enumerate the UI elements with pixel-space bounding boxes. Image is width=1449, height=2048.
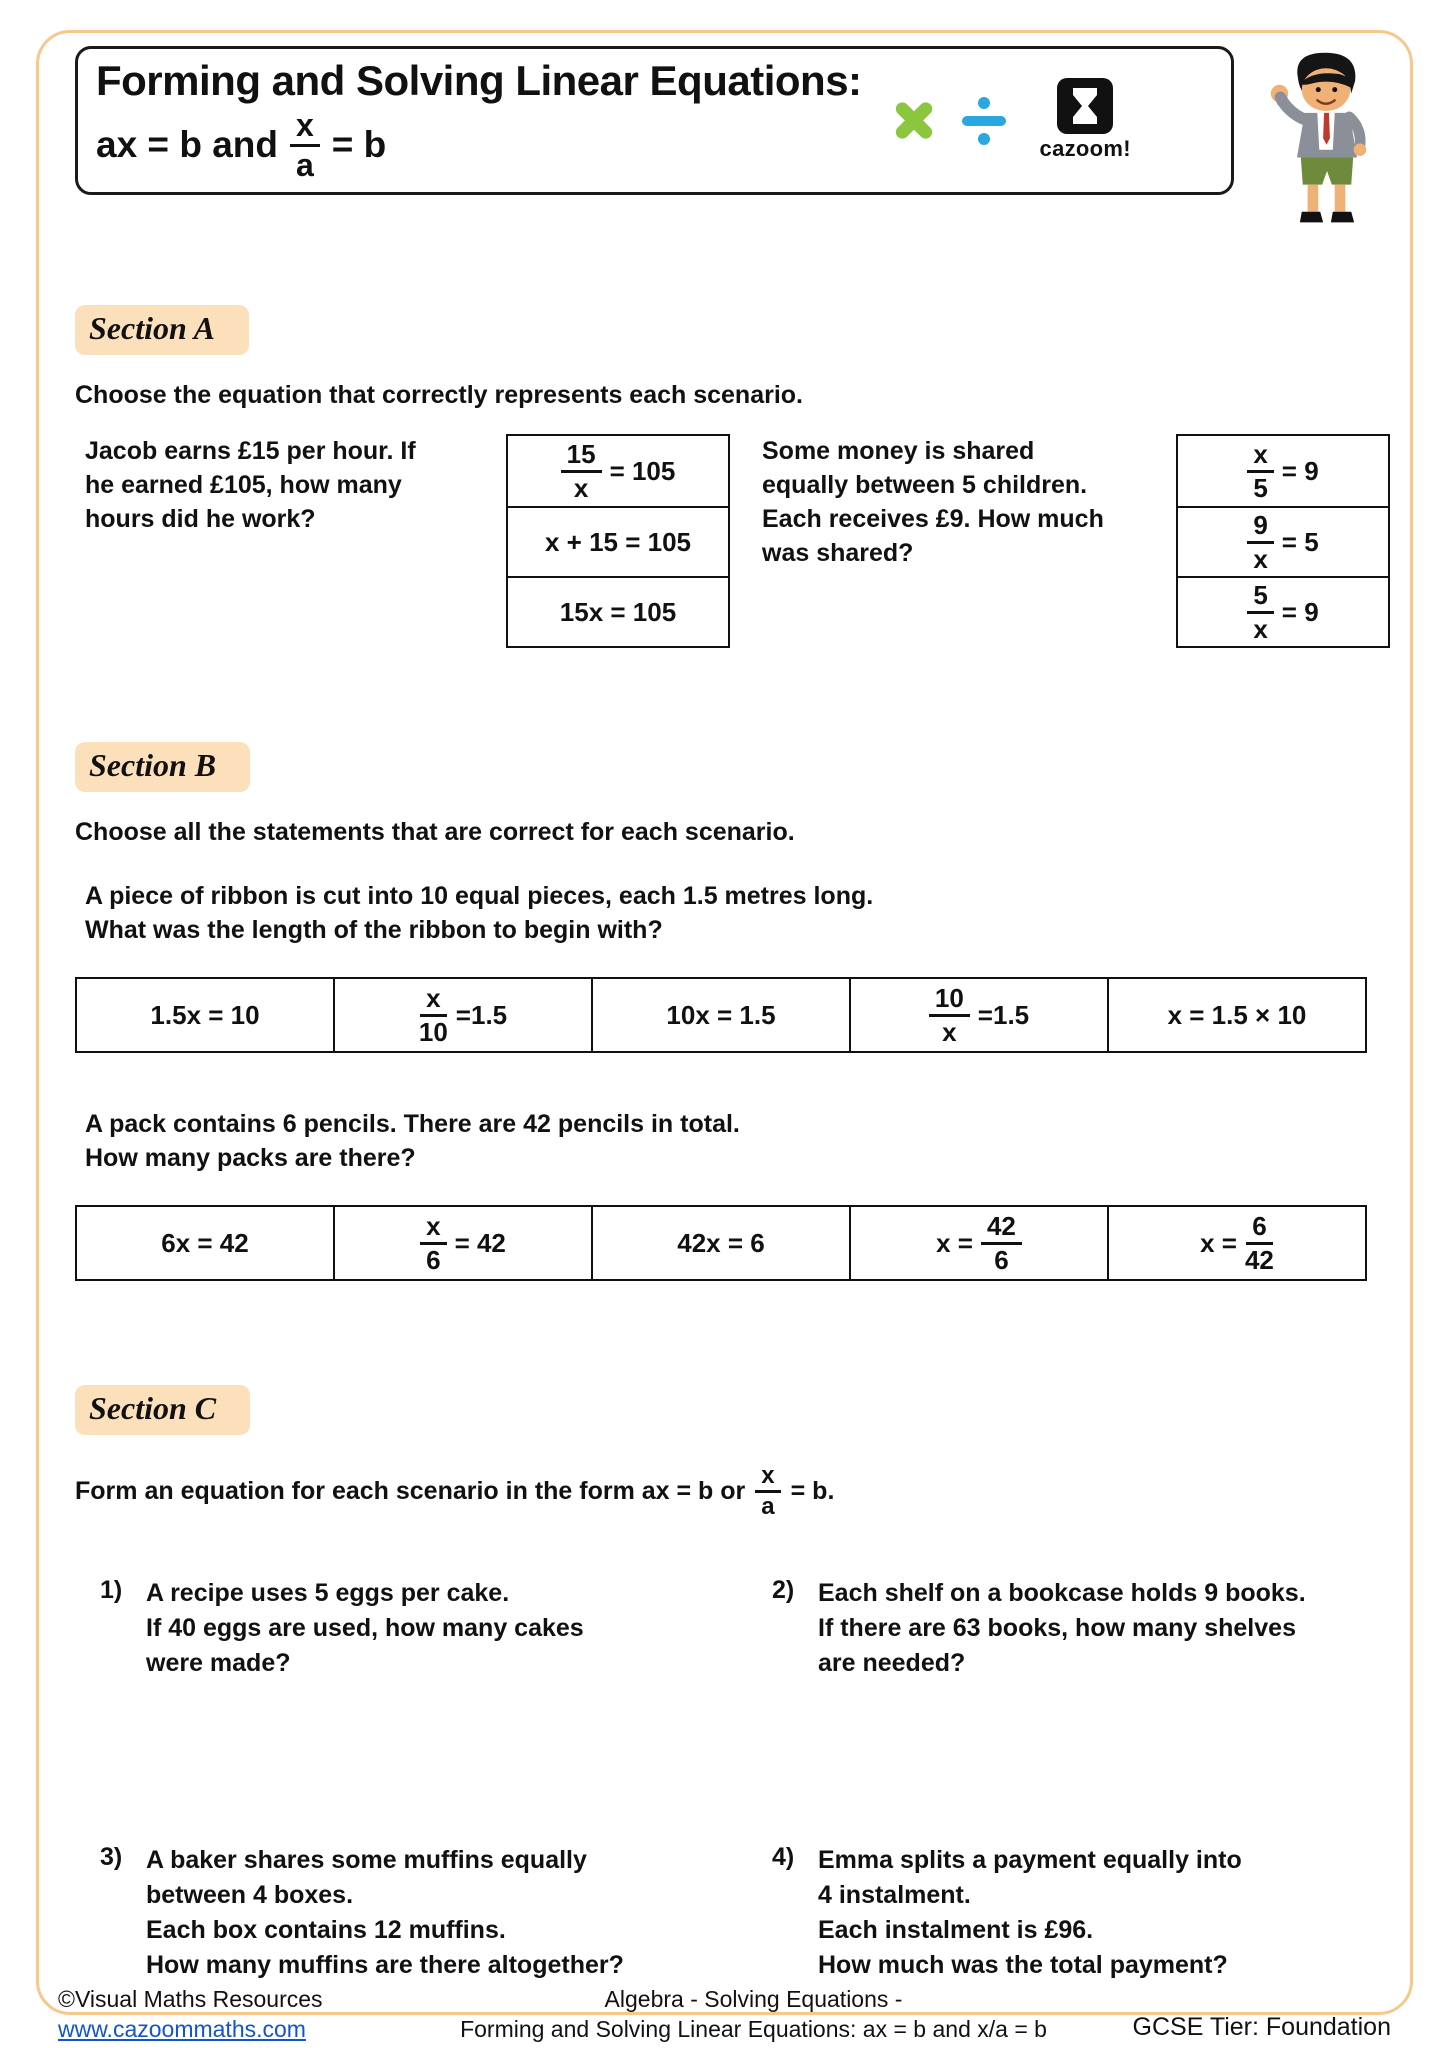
text-line: Each box contains 12 muffins.	[146, 1915, 506, 1944]
equation-text: 6x = 42	[161, 1227, 249, 1258]
footer	[58, 1984, 1391, 2044]
option-1.5x-equals-10[interactable]	[77, 979, 333, 1051]
problem-number: 2)	[772, 1575, 795, 1604]
option-6x-equals-42[interactable]	[77, 1207, 333, 1279]
problem-text	[818, 1576, 1306, 1681]
equation-rhs: = 105	[609, 455, 676, 486]
equation-lhs: x =	[1200, 1227, 1237, 1258]
fraction: $\frac{42}{6}$	[981, 1212, 1022, 1273]
text-line: between 4 boxes.	[146, 1880, 354, 1909]
text-line: Each shelf on a bookcase holds 9 books.	[818, 1578, 1306, 1607]
equation-text: 10x = 1.5	[666, 999, 776, 1030]
option-10x-equals-1.5[interactable]	[591, 979, 849, 1051]
problems-row-1	[75, 1576, 1390, 1681]
text-line: How many packs are there?	[85, 1144, 416, 1172]
footer-left	[58, 1984, 388, 2044]
jacob-options-table	[506, 434, 730, 648]
page-content	[75, 46, 1390, 1983]
scenario-jacob-text	[75, 434, 498, 536]
fraction-x-over-a: $\frac{x}{a}$	[755, 1463, 780, 1520]
text-line: Each receives £9. How much	[762, 505, 1104, 533]
equation-rhs: = 9	[1281, 596, 1319, 627]
equation-rhs: = 42	[454, 1227, 506, 1258]
fraction: $\frac{x}{10}$	[418, 983, 448, 1047]
fraction-numerator: x	[290, 108, 320, 147]
problem-1	[100, 1576, 772, 1681]
problem-text	[146, 1576, 584, 1681]
option-15-over-x-equals-105[interactable]	[508, 436, 728, 506]
instruction-prefix: Form an equation for each scenario in the form ax = b or	[75, 1476, 746, 1505]
equation-text: 42x = 6	[677, 1227, 765, 1258]
option-x-over-5-equals-9[interactable]	[1178, 436, 1388, 506]
equation-rhs: = 5	[1281, 526, 1319, 557]
text-line: Some money is shared	[762, 437, 1035, 465]
equation-text: x + 15 = 105	[544, 526, 692, 557]
equation-rhs: =1.5	[455, 999, 508, 1030]
text-line: was shared?	[762, 539, 914, 567]
problem-text	[146, 1843, 624, 1983]
option-42x-equals-6[interactable]	[591, 1207, 849, 1279]
footer-title-line: Forming and Solving Linear Equations: ax = b and x/a = b	[460, 2016, 1047, 2042]
option-x-equals-6-over-42[interactable]	[1107, 1207, 1365, 1279]
fraction: $\frac{15}{x}$	[561, 440, 602, 501]
fraction: $\frac{6}{42}$	[1244, 1211, 1274, 1275]
title-line-2	[96, 108, 862, 182]
option-15x-equals-105[interactable]	[508, 576, 728, 646]
text-line: Jacob earns £15 per hour. If	[85, 437, 416, 465]
text-line: Emma splits a payment equally into	[818, 1845, 1242, 1874]
header	[75, 46, 1390, 239]
boy-illustration	[1264, 48, 1390, 239]
text-line: were made?	[146, 1648, 291, 1677]
text-line: What was the length of the ribbon to begin with?	[85, 916, 663, 944]
fraction: $\frac{x}{5}$	[1247, 440, 1273, 501]
text-line: are needed?	[818, 1648, 966, 1677]
text-line: If 40 eggs are used, how many cakes	[146, 1613, 584, 1642]
money-options-table	[1176, 434, 1390, 648]
cazoom-logo-text: cazoom!	[1039, 136, 1131, 162]
fraction: $\frac{9}{x}$	[1247, 511, 1273, 572]
title-line-2-suffix: = b	[331, 124, 387, 166]
section-b-label	[75, 742, 250, 792]
ribbon-question	[75, 879, 1390, 947]
website-link[interactable]: www.cazoommaths.com	[58, 2016, 306, 2042]
ribbon-options-table	[75, 977, 1367, 1053]
equation-text: x = 1.5 × 10	[1167, 999, 1307, 1030]
footer-center	[388, 1984, 1119, 2044]
option-9-over-x-equals-5[interactable]	[1178, 506, 1388, 576]
text-line: A piece of ribbon is cut into 10 equal pieces, each 1.5 metres long.	[85, 882, 874, 910]
equation-text: 15x = 105	[559, 596, 677, 627]
text-line: A recipe uses 5 eggs per cake.	[146, 1578, 510, 1607]
page-title	[96, 57, 862, 182]
scenario-money-text	[752, 434, 1170, 570]
problem-3	[100, 1843, 772, 1983]
option-x-plus-15-equals-105[interactable]	[508, 506, 728, 576]
problem-text	[818, 1843, 1242, 1983]
copyright-text: ©Visual Maths Resources	[58, 1986, 323, 2012]
section-c-instruction	[75, 1463, 1390, 1520]
problem-2	[772, 1576, 1390, 1681]
footer-topic-line: Algebra - Solving Equations -	[604, 1986, 903, 2012]
multiply-icon	[886, 92, 942, 148]
operation-icons	[886, 92, 1012, 148]
section-b-label-text: Section B	[89, 747, 217, 783]
problems-row-2	[75, 1843, 1390, 1983]
title-box	[75, 46, 1234, 195]
cazoom-logo-icon	[1056, 77, 1114, 135]
text-line: If there are 63 books, how many shelves	[818, 1613, 1296, 1642]
section-b-instruction: Choose all the statements that are correct for each scenario.	[75, 818, 795, 846]
section-c-label-text: Section C	[89, 1390, 217, 1426]
fraction-denominator: a	[295, 146, 314, 183]
boy-cartoon-icon	[1264, 48, 1390, 234]
fraction: $\frac{10}{x}$	[929, 984, 970, 1045]
title-line-1: Forming and Solving Linear Equations:	[96, 57, 862, 104]
problem-4	[772, 1843, 1390, 1983]
option-x-over-6-equals-42[interactable]	[333, 1207, 591, 1279]
text-line: A baker shares some muffins equally	[146, 1845, 587, 1874]
text-line: he earned £105, how many	[85, 471, 402, 499]
divide-icon	[956, 92, 1012, 148]
website-line	[58, 2014, 388, 2044]
text-line: How much was the total payment?	[818, 1950, 1228, 1979]
equation-text: 1.5x = 10	[150, 999, 260, 1030]
section-a-scenarios	[75, 434, 1390, 648]
option-x-equals-42-over-6[interactable]	[849, 1207, 1107, 1279]
option-x-equals-1.5-times-10[interactable]	[1107, 979, 1365, 1051]
section-a-instruction: Choose the equation that correctly represents each scenario.	[75, 381, 804, 409]
text-line: A pack contains 6 pencils. There are 42 pencils in total.	[85, 1110, 740, 1138]
problem-number: 4)	[772, 1842, 795, 1871]
text-line: Each instalment is £96.	[818, 1915, 1094, 1944]
fraction-x-over-a	[290, 108, 320, 182]
section-c-label	[75, 1385, 250, 1435]
section-a-label	[75, 305, 249, 355]
problem-number: 1)	[100, 1575, 123, 1604]
problem-number: 3)	[100, 1842, 123, 1871]
pencils-question	[75, 1107, 1390, 1175]
option-x-over-10-equals-1.5[interactable]	[333, 979, 591, 1051]
title-line-2-prefix: ax = b and	[96, 124, 278, 166]
section-a-label-text: Section A	[89, 310, 215, 346]
option-10-over-x-equals-1.5[interactable]	[849, 979, 1107, 1051]
fraction: $\frac{x}{6}$	[420, 1212, 446, 1273]
text-line: equally between 5 children.	[762, 471, 1088, 499]
instruction-suffix: = b.	[790, 1476, 835, 1505]
option-5-over-x-equals-9[interactable]	[1178, 576, 1388, 646]
text-line: 4 instalment.	[818, 1880, 971, 1909]
equation-lhs: x =	[936, 1227, 973, 1258]
equation-rhs: =1.5	[977, 999, 1030, 1030]
text-line: How many muffins are there altogether?	[146, 1950, 624, 1979]
cazoom-logo	[1040, 77, 1131, 162]
tier-label: GCSE Tier: Foundation	[1132, 2013, 1391, 2041]
text-line: hours did he work?	[85, 505, 316, 533]
fraction: $\frac{5}{x}$	[1247, 581, 1273, 642]
equation-rhs: = 9	[1281, 455, 1319, 486]
pencils-options-table	[75, 1205, 1367, 1281]
